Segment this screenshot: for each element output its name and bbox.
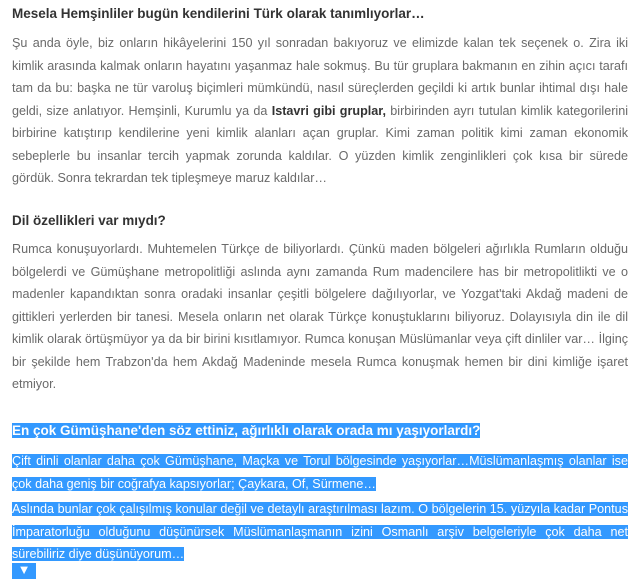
bold-phrase: Istavri gibi gruplar, xyxy=(271,103,386,118)
arrow-down-icon: ▼ xyxy=(17,562,31,577)
selected-text: Çift dinli olanlar daha çok Gümüşhane, Maçka ve Torul bölgesinde yaşıyorlar…Müslümanlaşmış olanlar ise çok daha geniş bir coğrafya kapsıyorlar; Çaykara, Of, Sürmene… xyxy=(12,454,628,491)
question-heading: Mesela Hemşinliler bugün kendilerini Türk olarak tanımlıyorlar… xyxy=(12,6,425,21)
answer-paragraph xyxy=(12,32,628,190)
answer-paragraph xyxy=(12,498,628,566)
question-heading: Dil özellikleri var mıydı? xyxy=(12,213,166,228)
paragraph-text: birbirinden ayrı tutulan kimlik kategorilerini birbirine katıştırıp kendilerine yeni kimlik alanları açan gruplar. Kimi zaman politik kimi zaman ekonomik sebeplerle bu insanlar tercih yapmak zorunda kaldılar. O yüzden kimlik zenginlikleri çok kısa bir sürede gördük. Sonra tekrardan tek tipleşmeye maruz kaldılar… xyxy=(12,103,628,185)
selected-heading: En çok Gümüşhane'den söz ettiniz, ağırlıklı olarak orada mı yaşıyorlardı? xyxy=(12,423,481,438)
paragraph-text: Şu anda öyle, biz onların hikâyelerini 150 yıl sonradan bakıyoruz ve elimizde kalan tek seçenek o. Zira iki kimlik arasında kalmak onların hayatını yaşanmaz hale sokmuş. Bu tür gruplara bakmanın en zihin açıcı tarafı tam da bu: başka ne tür varoluş biçimleri mümkündü, nasıl süreçlerden geçildi ki artık bunlar ihtimal dışı hale geldi, size anlatıyor. Hemşinli, Kurumlu ya da xyxy=(12,36,628,118)
question-heading xyxy=(12,422,628,440)
answer-paragraph xyxy=(12,450,628,495)
selected-text: Aslında bunlar çok çalışılmış konular değil ve detaylı araştırılması lazım. O bölgelerin 15. yüzyıla kadar Pontus İmparatorluğu olduğunu düşünürsek Müslümanlaşmanın izini Osmanlı arşiv belgeleriyle çok daha net sürebiliriz diye düşünüyorum… xyxy=(12,502,628,561)
answer-paragraph: Rumca konuşuyorlardı. Muhtemelen Türkçe de biliyorlardı. Çünkü maden bölgeleri ağırlıkla Rumların olduğu bölgelerdi ve Gümüşhane metropolitliği aslında aynı zamanda Rum madencilere has bir metropolitlikti ve o madenler kapandıktan sonra oradaki insanlar çeşitli bölgelere dağılıyorlar, ve Yozgat'taki Akdağ madeni de gittikleri yerlerden bir tanesi. Mesela onların net olarak Türkçe konuştuklarını biliyoruz. Dolayısıyla din ile dil kimlik olarak örtüşmüyor ya da bir birini kısıtlamıyor. Rumca konuşan Müslümanlar veya çift dinliler var… İlginç bir şekilde hem Trabzon'da hem Akdağ Madeninde mesela Rumca konuşmak hemen bir dini kimliğe işaret etmiyor. xyxy=(12,242,628,391)
